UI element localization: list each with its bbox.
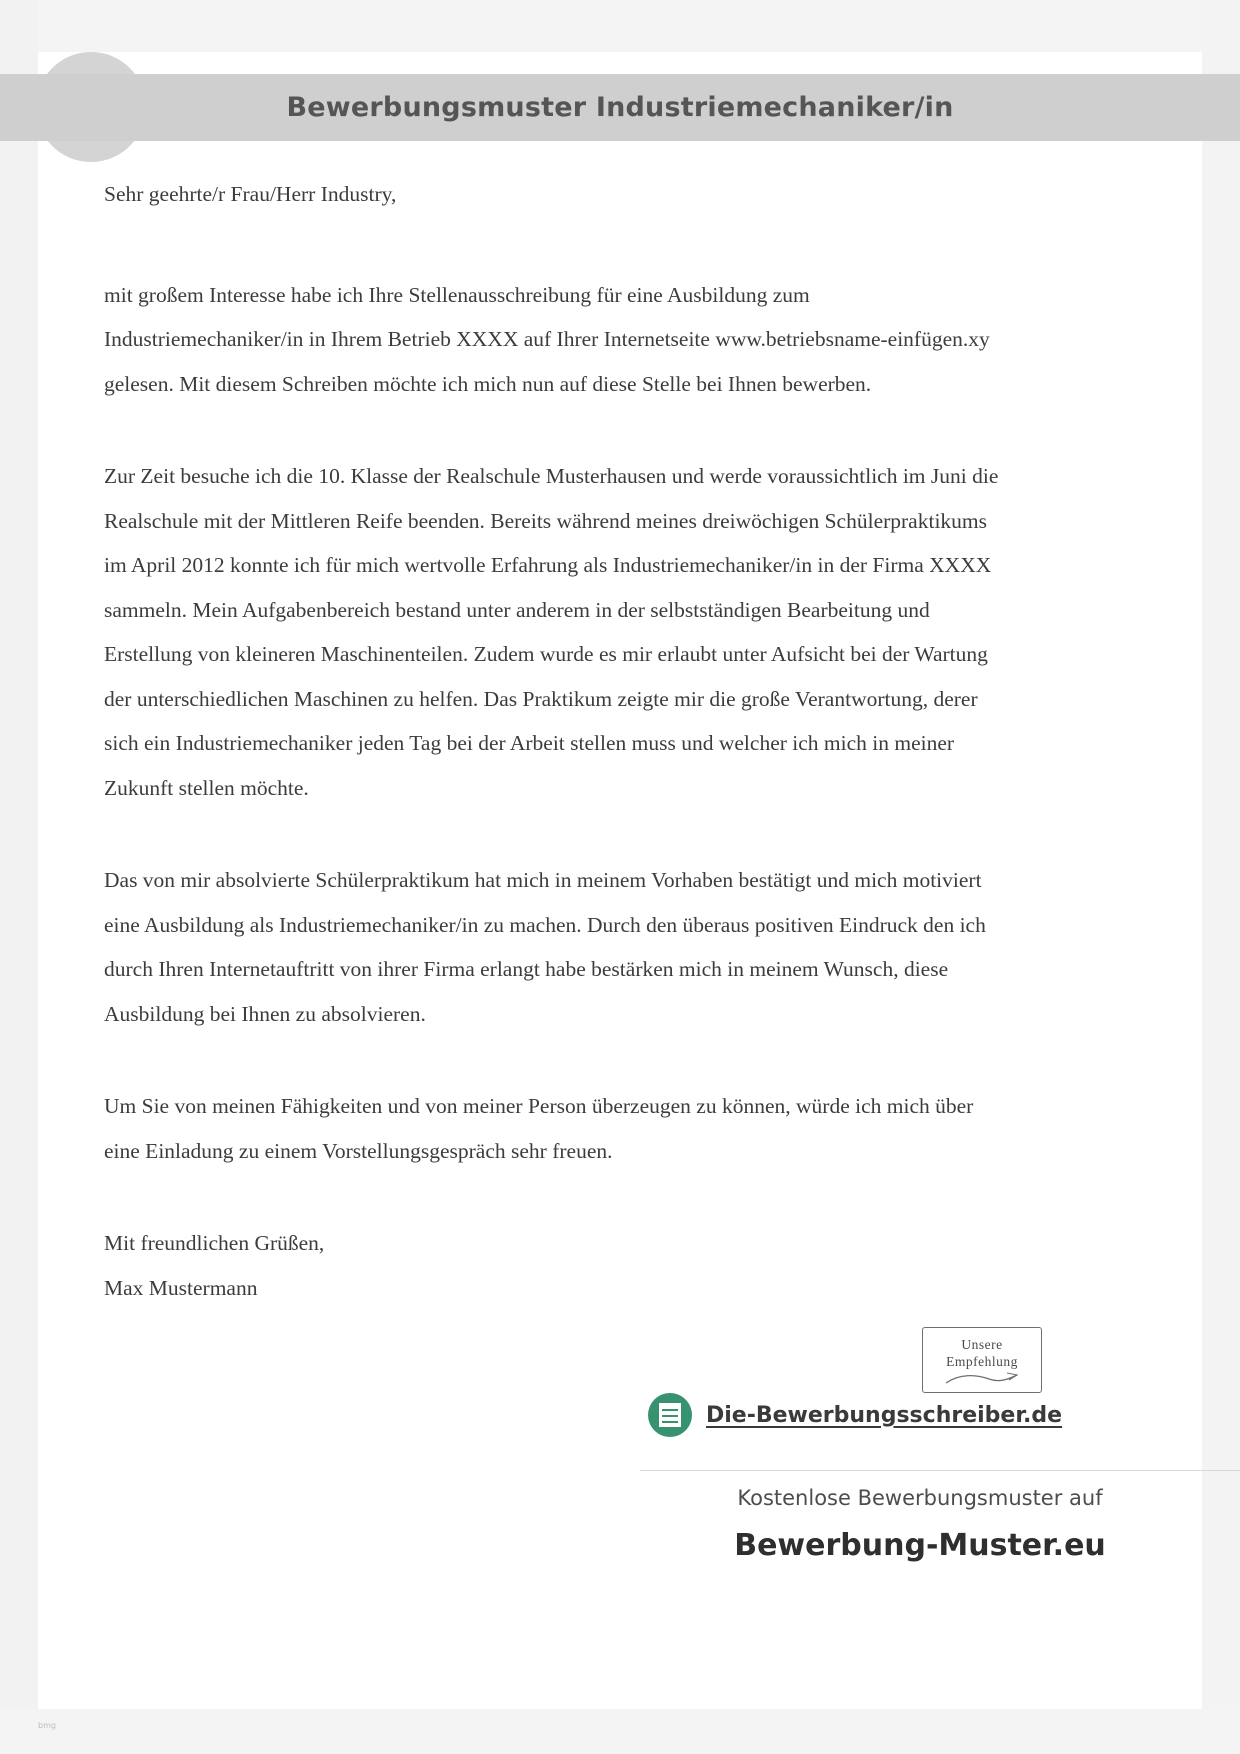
page-margin-top [0,0,1240,52]
letter-paragraph-2: Zur Zeit besuche ich die 10. Klasse der Realschule Musterhausen und werde voraussichtlich im Juni die Realschule mit der Mittleren Reife beenden. Bereits während meines dreiwöchigen Schülerpraktikums im April 2012 konnte ich für mich wertvolle Erfahrung als Industriemechaniker/in in der Firma XXXX sammeln. Mein Aufgabenbereich bestand unter anderem in der selbstständigen Bearbeitung und Erstellung von kleineren Maschinenteilen. Zudem wurde es mir erlaubt unter Aufsicht bei der Wartung der unterschiedlichen Maschinen zu helfen. Das Praktikum zeigte mir die große Verantwortung, derer sich ein Industriemechaniker jeden Tag bei der Arbeit stellen muss und welcher ich mich in meiner Zukunft stellen möchte. [104,464,999,800]
stamp-line-1: Unsere [961,1337,1003,1352]
footer-site-name: Bewerbung-Muster.eu [734,1528,1106,1563]
letter-salutation: Sehr geehrte/r Frau/Herr Industry, [104,182,397,206]
brand-link[interactable] [648,1393,1062,1437]
letter-closing: Mit freundlichen Grüßen, [104,1231,325,1255]
page-title: Bewerbungsmuster Industriemechaniker/in [286,92,954,123]
stamp-line-2: Empfehlung [946,1354,1018,1369]
document-pen-icon [648,1393,692,1437]
recommendation-stamp [922,1327,1042,1393]
footer-divider [640,1470,1240,1471]
signature-swoosh-icon [945,1372,1019,1386]
brand-name[interactable]: Die-Bewerbungsschreiber.de [706,1402,1063,1428]
letter-signoff [104,1221,1004,1310]
footer-subtitle: Kostenlose Bewerbungsmuster auf [737,1486,1103,1510]
cover-letter-body [104,172,1004,1310]
letter-signature-name: Max Mustermann [104,1275,258,1300]
page-margin-right [1202,0,1240,1754]
corner-watermark: bmg [38,1721,56,1730]
letter-paragraph-3: Das von mir absolvierte Schülerpraktikum hat mich in meinem Vorhaben bestätigt und mich motiviert eine Ausbildung als Industriemechaniker/in zu machen. Durch den überaus positiven Eindruck den ich durch Ihren Internetauftritt von ihrer Firma erlangt habe bestärken mich in meinem Wunsch, diese Ausbildung bei Ihnen zu absolvieren. [104,868,986,1026]
page-margin-bottom [0,1709,1240,1754]
page-margin-left [0,0,38,1754]
letter-paragraph-1: mit großem Interesse habe ich Ihre Stellenausschreibung für eine Ausbildung zum Industriemechaniker/in in Ihrem Betrieb XXXX auf Ihrer Internetseite www.betriebsname-einfügen.xy gelesen. Mit diesem Schreiben möchte ich mich nun auf diese Stelle bei Ihnen bewerben. [104,282,990,396]
letter-paragraph-4: Um Sie von meinen Fähigkeiten und von meiner Person überzeugen zu können, würde ich mich über eine Einladung zu einem Vorstellungsgespräch sehr freuen. [104,1094,974,1163]
